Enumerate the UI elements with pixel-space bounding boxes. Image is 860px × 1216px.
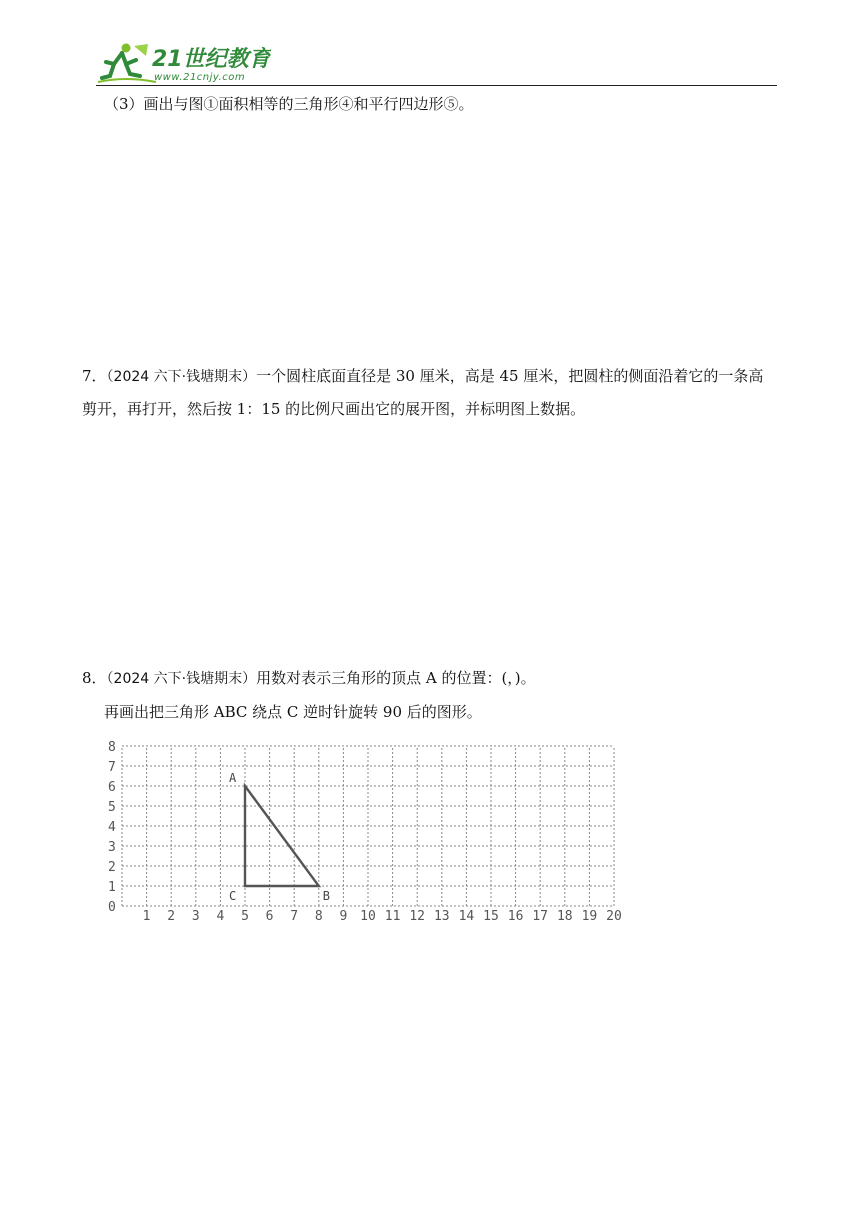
triangle-abc [245,786,319,886]
x-tick-label: 16 [507,909,524,924]
x-tick-label: 9 [339,909,348,924]
y-tick-label: 6 [108,780,116,795]
x-tick-label: 20 [606,909,622,924]
vertex-label-a: A [229,771,237,785]
q8-number: 8． [82,669,107,687]
page-header [96,40,776,88]
q7-line2: 剪开，再打开，然后按 1：15 的比例尺画出它的展开图，并标明图上数据。 [82,400,586,418]
x-tick-label: 5 [241,909,249,924]
q7-source: （2024 六下·钱塘期末） [106,369,257,385]
x-tick-label: 6 [265,909,274,924]
x-tick-label: 1 [142,909,151,924]
y-tick-label: 4 [108,820,116,835]
x-tick-label: 8 [314,909,323,924]
q6-part3-text: （3）画出与图①面积相等的三角形④和平行四边形⑤。 [104,95,474,113]
brand-logo [96,40,271,84]
y-tick-label: 8 [108,740,116,755]
x-tick-label: 15 [483,909,499,924]
y-tick-label: 1 [108,880,116,895]
q8-line1 [82,668,536,689]
x-tick-label: 17 [532,909,549,924]
y-tick-label: 5 [108,800,116,815]
x-tick-label: 2 [167,909,176,924]
y-tick-label: 0 [108,900,116,915]
x-tick-label: 12 [409,909,426,924]
runner-icon [98,44,156,83]
q7-text: 一个圆柱底面直径是 30 厘米，高是 45 厘米，把圆柱的侧面沿着它的一条高 [256,367,764,385]
q8-text: 用数对表示三角形的顶点 A 的位置：(，)。 [256,669,536,687]
q7-line1 [82,366,763,387]
coordinate-grid [104,734,626,930]
svg-text:www.21cnjy.com: www.21cnjy.com [154,72,246,83]
grid-figure [104,734,626,930]
x-tick-label: 4 [216,909,225,924]
svg-text:21世纪教育: 21世纪教育 [152,47,271,72]
x-tick-label: 14 [458,909,475,924]
x-tick-label: 7 [290,909,299,924]
x-tick-label: 11 [384,909,401,924]
vertex-label-b: B [322,889,331,903]
x-tick-label: 3 [191,909,200,924]
y-tick-label: 7 [108,760,116,775]
q7-number: 7． [82,367,107,385]
vertex-label-c: C [229,889,237,903]
y-tick-label: 2 [108,860,116,875]
q8-source: （2024 六下·钱塘期末） [106,671,257,687]
y-tick-label: 3 [108,840,116,855]
x-tick-label: 13 [433,909,450,924]
x-tick-label: 18 [556,909,573,924]
x-tick-label: 19 [581,909,598,924]
header-divider [96,85,777,86]
q8-line2: 再画出把三角形 ABC 绕点 C 逆时针旋转 90 后的图形。 [104,703,482,721]
x-tick-label: 10 [360,909,376,924]
